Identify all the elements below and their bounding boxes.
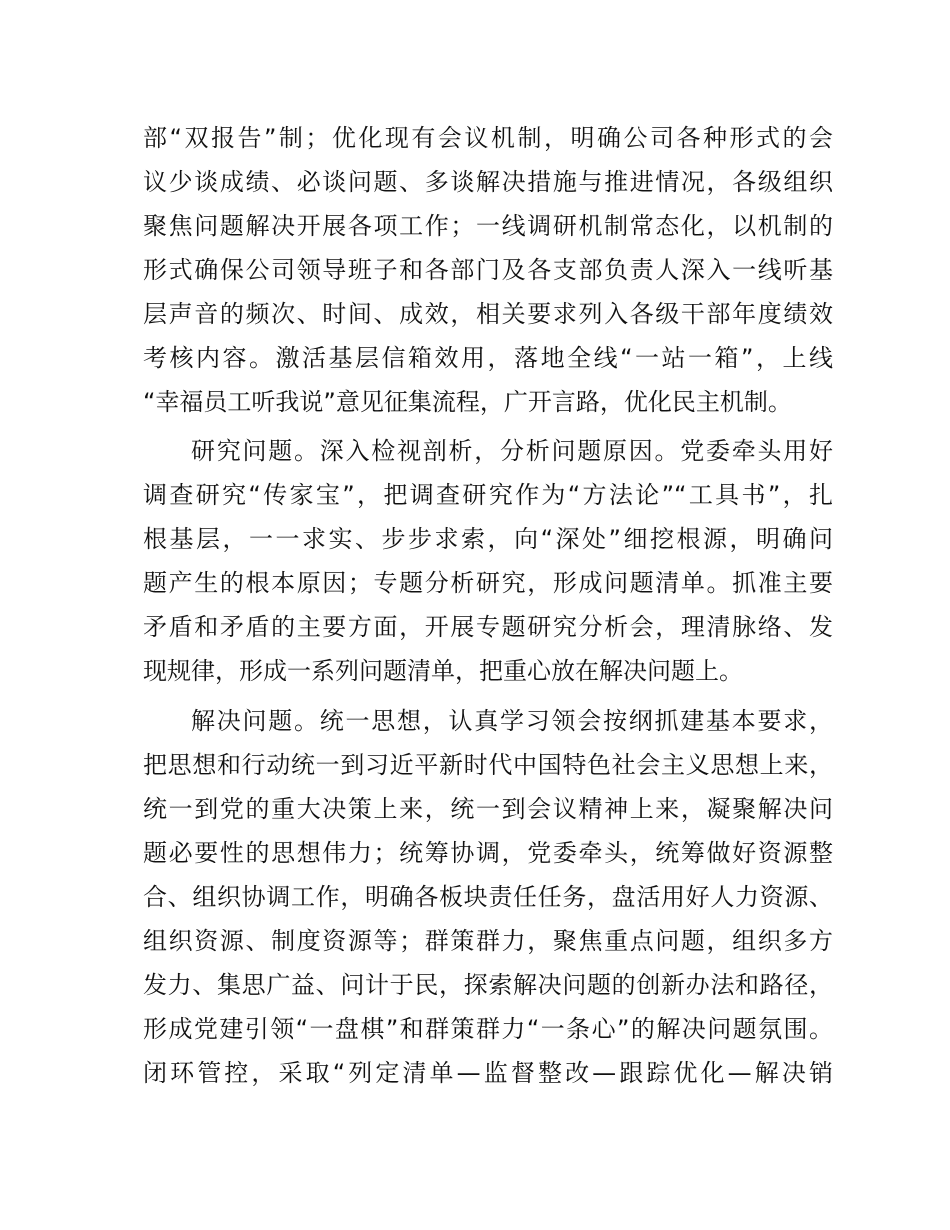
text-line: 合、组织协调工作，明确各板块责任任务，盘活用好人力资源、 xyxy=(143,883,833,911)
text-line: 形成党建引领“一盘棋”和群策群力“一条心”的解决问题氛围。 xyxy=(143,1015,833,1043)
text-line: 部“双报告”制；优化现有会议机制，明确公司各种形式的会 xyxy=(143,124,833,152)
text-line: 议少谈成绩、必谈问题、多谈解决措施与推进情况，各级组织 xyxy=(143,168,833,196)
text-line: 层声音的频次、时间、成效，相关要求列入各级干部年度绩效 xyxy=(143,300,833,328)
text-line: 聚焦问题解决开展各项工作；一线调研机制常态化，以机制的 xyxy=(143,212,833,240)
text-line: 题产生的根本原因；专题分析研究，形成问题清单。抓准主要 xyxy=(143,569,833,597)
text-line: 根基层，一一求实、步步求索，向“深处”细挖根源，明确问 xyxy=(143,525,833,553)
text-line: 考核内容。激活基层信箱效用，落地全线“一站一箱”，上线 xyxy=(143,344,833,372)
text-line: 研究问题。深入检视剖析，分析问题原因。党委牵头用好 xyxy=(191,437,833,465)
text-line: 把思想和行动统一到习近平新时代中国特色社会主义思想上来， xyxy=(143,751,833,779)
text-line: 矛盾和矛盾的主要方面，开展专题研究分析会，理清脉络、发 xyxy=(143,613,833,641)
text-line: “幸福员工听我说”意见征集流程，广开言路，优化民主机制。 xyxy=(143,388,792,416)
text-line: 题必要性的思想伟力；统筹协调，党委牵头，统筹做好资源整 xyxy=(143,839,833,867)
text-line: 统一到党的重大决策上来，统一到会议精神上来，凝聚解决问 xyxy=(143,795,833,823)
text-line: 发力、集思广益、问计于民，探索解决问题的创新办法和路径， xyxy=(143,971,833,999)
text-line: 解决问题。统一思想，认真学习领会按纲抓建基本要求， xyxy=(191,707,833,735)
text-line: 闭环管控，采取“列定清单—监督整改—跟踪优化—解决销 xyxy=(143,1059,833,1087)
text-line: 调查研究“传家宝”，把调查研究作为“方法论”“工具书”，扎 xyxy=(143,481,833,509)
text-line: 形式确保公司领导班子和各部门及各支部负责人深入一线听基 xyxy=(143,256,833,284)
text-line: 现规律，形成一系列问题清单，把重心放在解决问题上。 xyxy=(143,657,743,685)
text-line: 组织资源、制度资源等；群策群力，聚焦重点问题，组织多方 xyxy=(143,927,833,955)
